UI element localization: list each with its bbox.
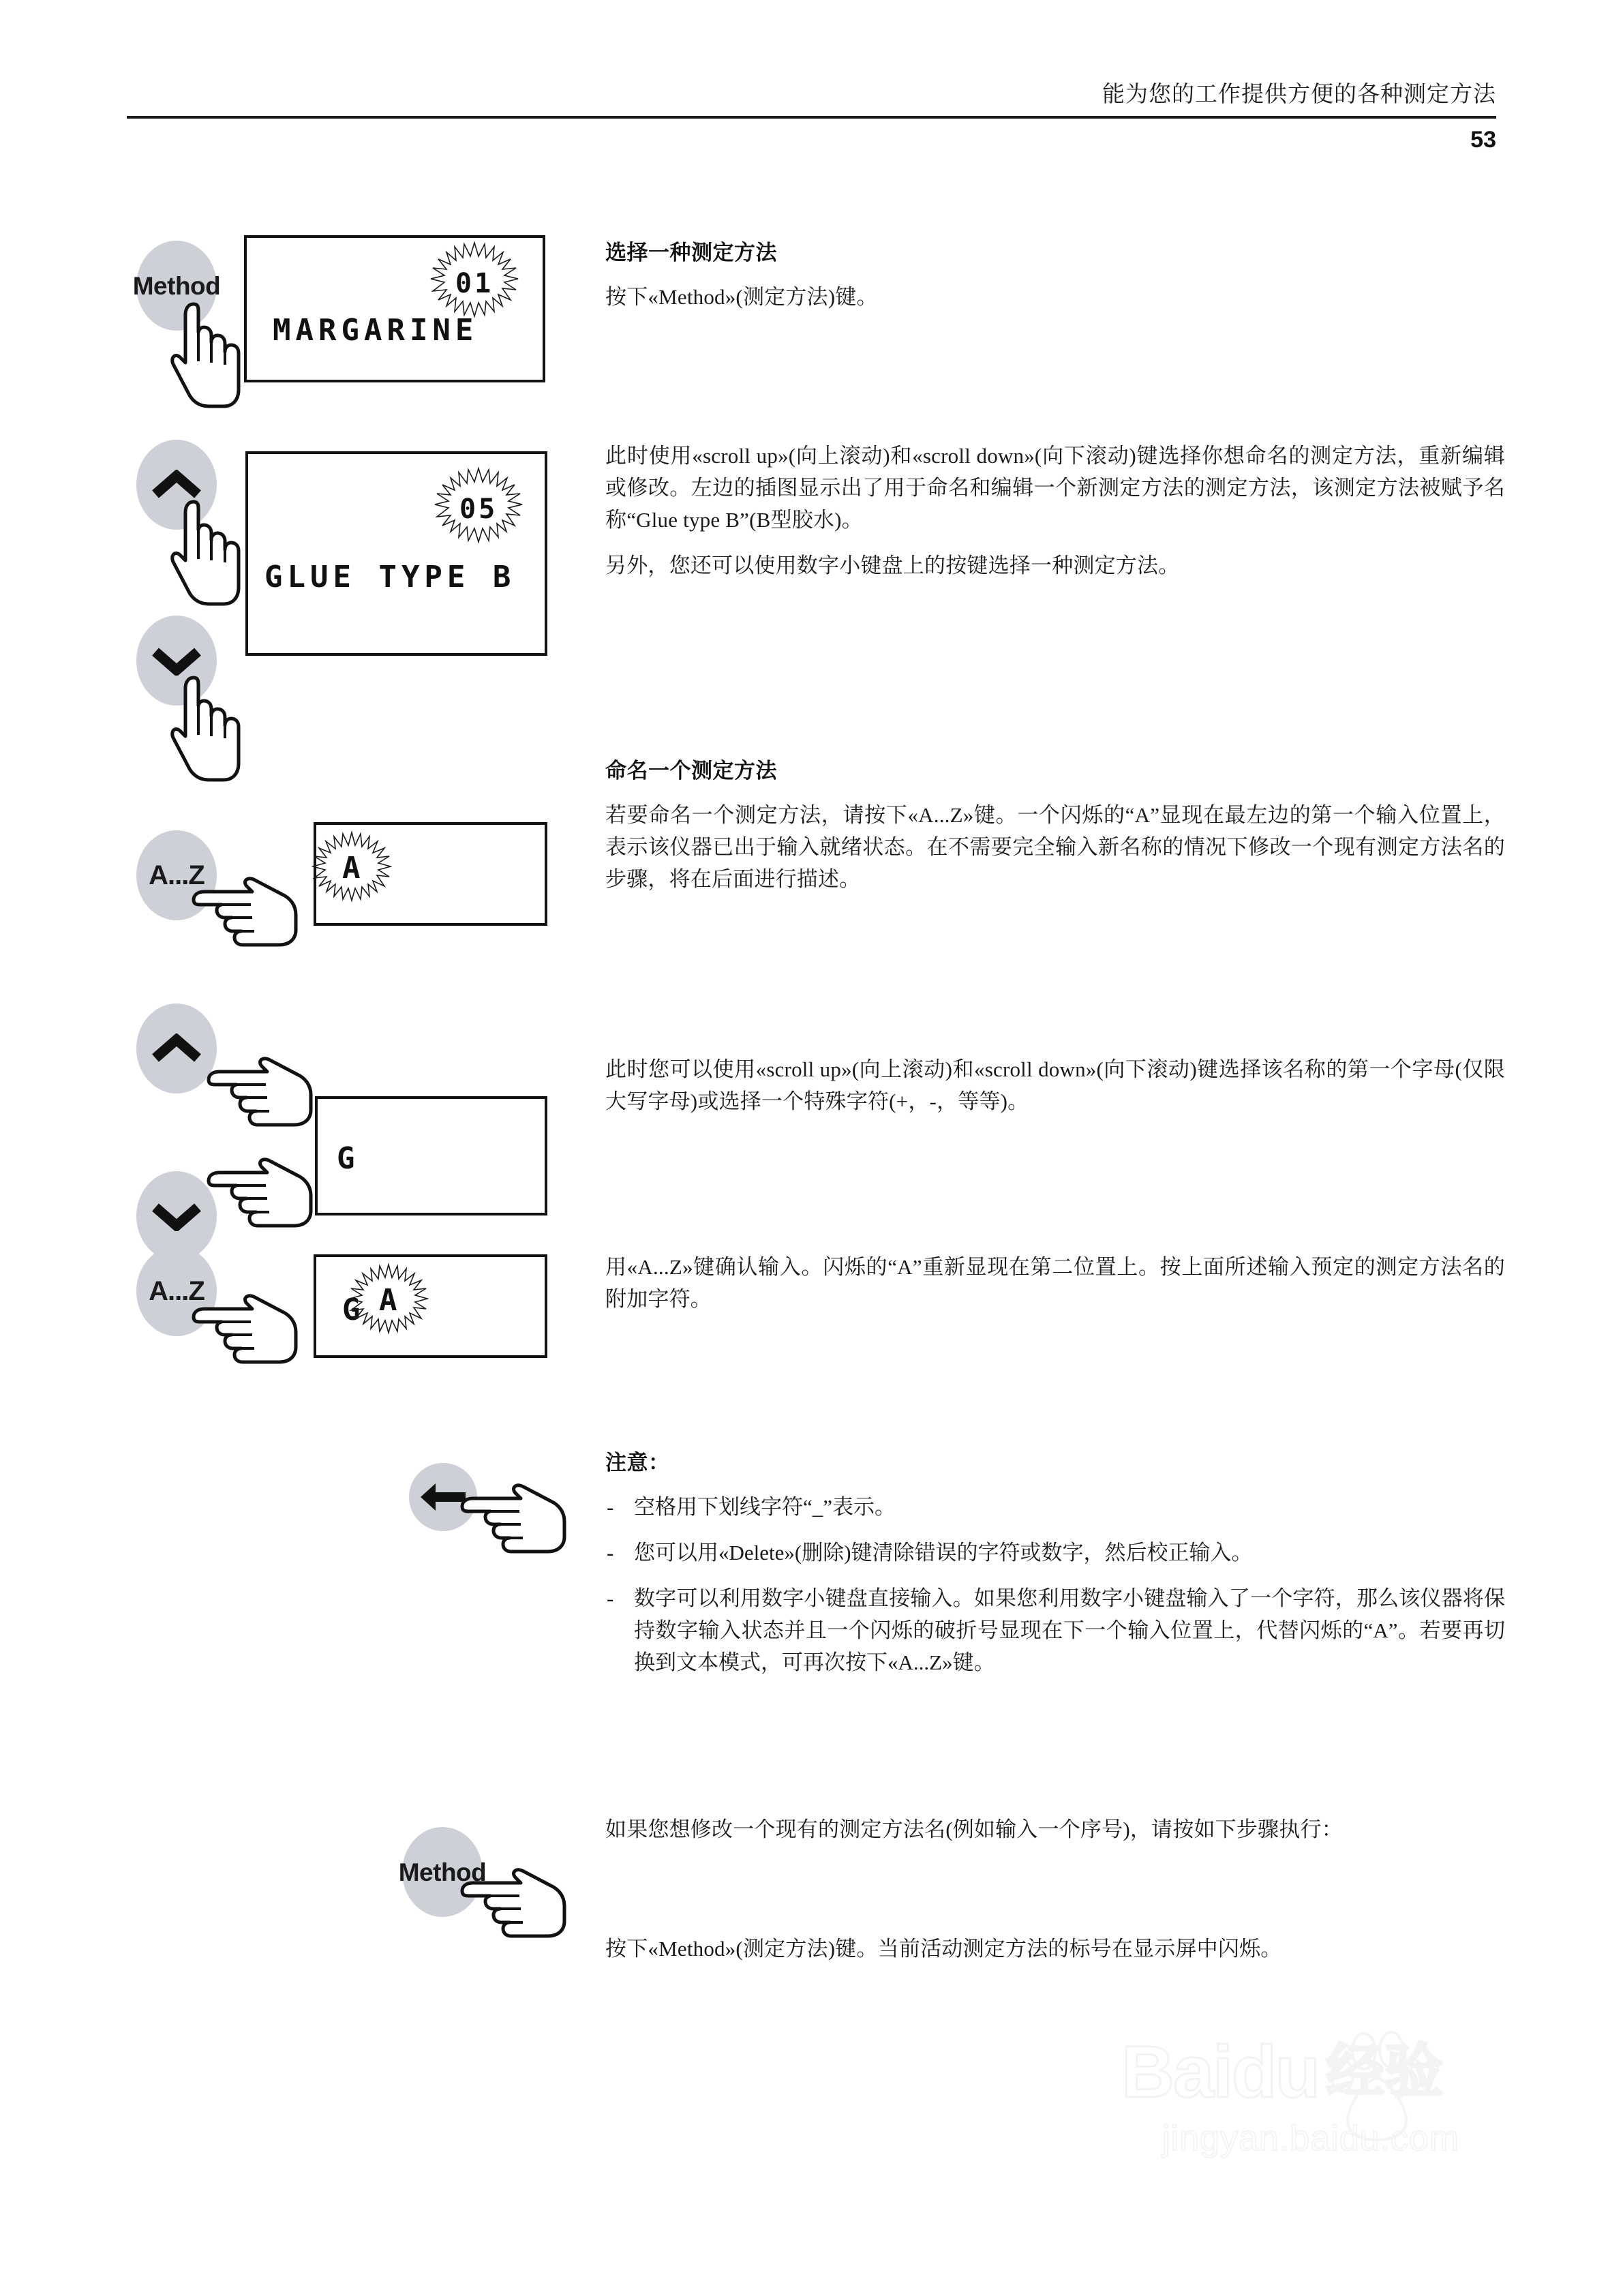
- pointing-hand-right-icon: [458, 1861, 577, 1943]
- bullet-marker: -: [607, 1586, 614, 1611]
- pointing-hand-right-icon: [189, 870, 309, 952]
- section-heading-name-method: 命名一个测定方法: [605, 759, 777, 783]
- watermark-brand-row: [1121, 2030, 1523, 2113]
- lcd-letter-value-4: G: [337, 1141, 360, 1176]
- page-header: [127, 82, 1496, 153]
- watermark-brand-cn: 经验: [1326, 2039, 1444, 2104]
- baidu-watermark: [1121, 2030, 1523, 2205]
- notes-item-text: 您可以用«Delete»(删除)键清除错误的字符或数字，然后校正输入。: [634, 1541, 1253, 1565]
- notes-item-text: 空格用下划线字符“_”表示。: [634, 1495, 896, 1519]
- section-heading-select-method: 选择一种测定方法: [605, 241, 777, 265]
- section-paragraph-select-method: 按下«Method»(测定方法)键。: [605, 285, 878, 309]
- notes-item-text: 数字可以利用数字小键盘直接输入。如果您利用数字小键盘输入了一个字符，那么该仪器将保持数字输入状态并且一个闪烁的破折号显现在下一个输入位置上，代替闪烁的“A”。若要再切换到文本模式，可再次按下«A...Z»键。: [634, 1586, 1505, 1675]
- section-paragraph-confirm-letter: 用«A...Z»键确认输入。闪烁的“A”重新显现在第二位置上。按上面所述输入预定的测定方法名的附加字符。: [605, 1255, 1505, 1312]
- pointing-hand-down-icon: [170, 674, 245, 793]
- header-title: 能为您的工作提供方便的各种测定方法: [1102, 82, 1496, 107]
- final-instruction-1: [605, 1813, 1505, 1845]
- notes-list: [605, 1491, 1505, 1679]
- section-select-method-text: [605, 235, 1505, 313]
- lcd-method-number-flashing-2: [459, 494, 498, 525]
- section-pick-letter-text: [605, 1053, 1505, 1117]
- section-paragraph-scroll-select-1: 此时使用«scroll up»(向上滚动)和«scroll down»(向下滚动)键选择你想命名的测定方法，重新编辑或修改。左边的插图显示出了用于命名和编辑一个新测定方法的测定方法，该测定方法被赋予名称“Glue type B”(B型胶水)。: [605, 444, 1505, 532]
- final-paragraph-1: 如果您想修改一个现有的测定方法名(例如输入一个序号)，请按如下步骤执行：: [605, 1817, 1343, 1841]
- lcd-display-1: [244, 235, 545, 382]
- section-paragraph-scroll-select-2: 另外，您还可以使用数字小键盘上的按键选择一种测定方法。: [605, 554, 1180, 578]
- page-number: 53: [1470, 126, 1496, 153]
- watermark-brand: Baidu: [1121, 2030, 1320, 2113]
- notes-block: [605, 1445, 1505, 1679]
- notes-heading: 注意：: [605, 1451, 670, 1475]
- lcd-letter-fixed-5: G: [342, 1293, 365, 1327]
- pointing-hand-right-icon: [204, 1050, 324, 1132]
- notes-list-item: [605, 1537, 1505, 1569]
- final-instruction-2: [605, 1933, 1505, 1965]
- section-paragraph-pick-letter: 此时您可以使用«scroll up»(向上滚动)和«scroll down»(向下滚动)键选择该名称的第一个字母(仅限大写字母)或选择一个特殊字符(+，-，等等)。: [605, 1057, 1505, 1114]
- lcd-number-value-1: 01: [455, 268, 494, 299]
- chevron-up-icon: [151, 1033, 202, 1063]
- chevron-up-icon: [151, 470, 202, 500]
- method-key-label: Method: [132, 271, 221, 300]
- section-paragraph-name-method: 若要命名一个测定方法，请按下«A...Z»键。一个闪烁的“A”显现在最左边的第一个输入位置上，表示该仪器已出于输入就绪状态。在不需要完全输入新名称的情况下修改一个现有测定方法名的步骤，将在后面进行描述。: [605, 803, 1505, 892]
- pointing-hand-right-icon: [458, 1477, 577, 1558]
- lcd-display-4: [315, 1096, 547, 1215]
- lcd-display-3: [314, 822, 547, 926]
- lcd-number-value-2: 05: [459, 494, 498, 525]
- bullet-marker: -: [607, 1541, 614, 1565]
- notes-list-item: [605, 1491, 1505, 1523]
- final-paragraph-2: 按下«Method»(测定方法)键。当前活动测定方法的标号在显示屏中闪烁。: [605, 1937, 1282, 1961]
- notes-list-item: [605, 1582, 1505, 1678]
- az-key-label-1: A...Z: [149, 860, 204, 890]
- method-key-label-2: Method: [398, 1858, 487, 1886]
- lcd-method-name-2: GLUE TYPE B: [264, 560, 516, 594]
- paw-print-icon: [1326, 2029, 1428, 2149]
- chevron-down-icon: [151, 1201, 202, 1231]
- section-scroll-select-text: [605, 440, 1505, 581]
- pointing-hand-down-icon: [170, 300, 245, 419]
- lcd-display-5: [314, 1254, 547, 1358]
- lcd-display-2: [245, 451, 547, 656]
- pointing-hand-right-icon: [204, 1151, 324, 1233]
- watermark-url: jingyan.baidu.com: [1162, 2119, 1460, 2158]
- chevron-down-icon: [151, 646, 202, 676]
- lcd-flash-letter-value-5: A: [379, 1283, 399, 1318]
- bullet-marker: -: [607, 1495, 614, 1519]
- section-confirm-letter-text: [605, 1251, 1505, 1315]
- lcd-method-number-flashing-1: [455, 268, 494, 299]
- lcd-method-name-1: MARGARINE: [273, 313, 479, 348]
- lcd-flashing-letter-5: [379, 1283, 399, 1318]
- lcd-letter-value-3: A: [342, 851, 362, 886]
- pointing-hand-right-icon: [189, 1287, 309, 1369]
- pointing-hand-down-icon: [170, 498, 245, 617]
- lcd-flashing-letter-3: [342, 851, 362, 886]
- az-key-label-2: A...Z: [149, 1276, 204, 1306]
- header-divider: [127, 116, 1496, 119]
- section-name-method-text: [605, 753, 1505, 895]
